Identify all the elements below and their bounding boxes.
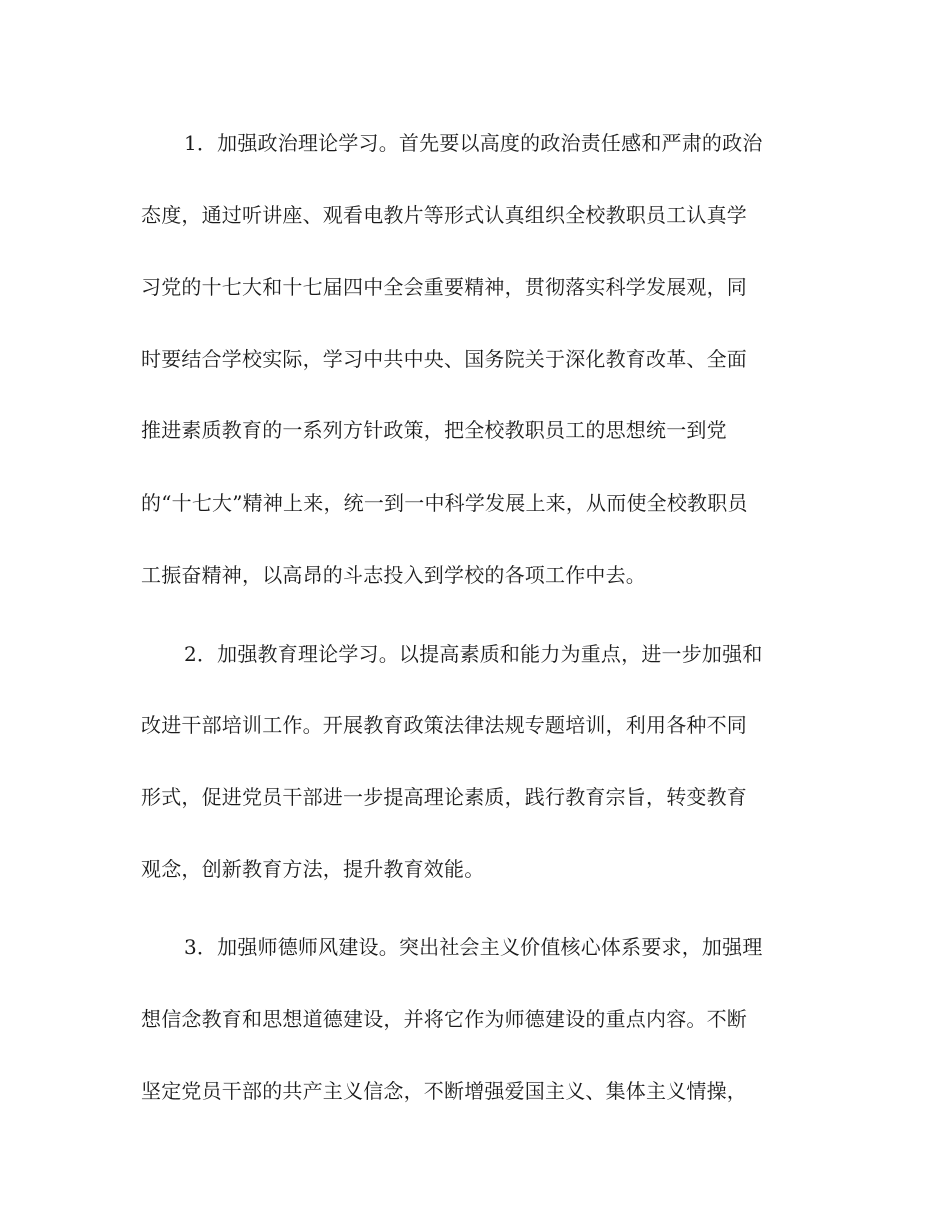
- paragraph-3-line-2: 想信念教育和思想道德建设，并将它作为师德建设的重点内容。不断: [141, 1007, 747, 1031]
- paragraph-1-line-2: 态度，通过听讲座、观看电教片等形式认真组织全校教职员工认真学: [141, 203, 747, 227]
- paragraph-2-line-3: 形式，促进党员干部进一步提高理论素质，践行教育宗旨，转变教育: [141, 785, 747, 809]
- paragraph-2-line-4: 观念，创新教育方法，提升教育效能。: [141, 857, 485, 881]
- paragraph-1-line-5: 推进素质教育的一系列方针政策，把全校教职员工的思想统一到党: [141, 418, 727, 442]
- paragraph-1-line-3: 习党的十七大和十七届四中全会重要精神，贯彻落实科学发展观，同: [141, 275, 747, 299]
- paragraph-2-line-1: 2．加强教育理论学习。以提高素质和能力为重点，进一步加强和: [184, 642, 763, 666]
- paragraph-2-line-2: 改进干部培训工作。开展教育政策法律法规专题培训，利用各种不同: [141, 713, 747, 737]
- paragraph-1-line-4: 时要结合学校实际，学习中共中央、国务院关于深化教育改革、全面: [141, 347, 747, 371]
- paragraph-3-line-3: 坚定党员干部的共产主义信念，不断增强爱国主义、集体主义情操，: [141, 1079, 747, 1103]
- paragraph-1-line-6: 的“十七大”精神上来，统一到一中科学发展上来，从而使全校教职员: [141, 491, 748, 515]
- paragraph-3-line-1: 3．加强师德师风建设。突出社会主义价值核心体系要求，加强理: [184, 935, 763, 959]
- paragraph-1-line-1: 1．加强政治理论学习。首先要以高度的政治责任感和严肃的政治: [184, 131, 763, 155]
- paragraph-1-line-7: 工振奋精神，以高昂的斗志投入到学校的各项工作中去。: [141, 563, 646, 587]
